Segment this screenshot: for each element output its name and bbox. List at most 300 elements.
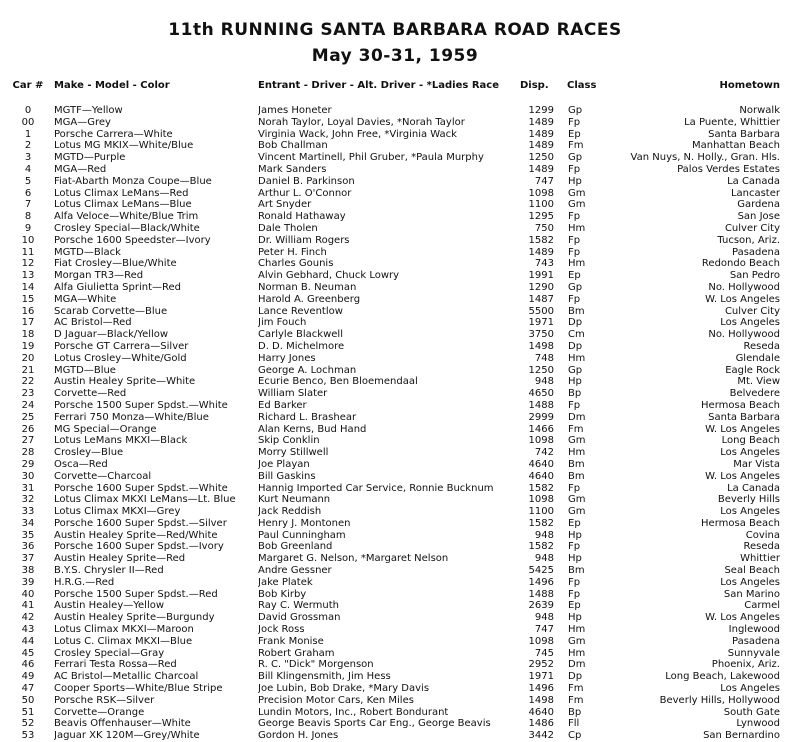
class-cell: Ep — [568, 600, 581, 612]
entrant-cell: George Beavis Sports Car Eng., George Beavis — [258, 718, 491, 730]
class-cell: Bp — [568, 706, 582, 718]
hometown-cell: Hermosa Beach — [701, 517, 780, 529]
car-number-cell: 10 — [21, 234, 35, 246]
displacement-cell: 1290 — [528, 281, 554, 293]
table-row — [0, 459, 790, 471]
table-row — [0, 483, 790, 495]
table-row — [0, 683, 790, 695]
class-cell: Bm — [568, 458, 585, 470]
car-number-cell: 43 — [21, 624, 35, 636]
class-cell: Ep — [568, 128, 581, 140]
table-row — [0, 565, 790, 577]
entrant-cell: Henry J. Montonen — [258, 517, 351, 529]
car-number-cell: 51 — [21, 706, 35, 718]
displacement-cell: 1100 — [528, 506, 554, 518]
make-model-color-cell: Porsche 1600 Super Spdst.—Ivory — [54, 541, 224, 553]
car-number-cell: 18 — [21, 329, 35, 341]
entrant-cell: Ray C. Wermuth — [258, 600, 340, 612]
entrant-cell: Skip Conklin — [258, 435, 320, 447]
hometown-cell: Beverly Hills — [717, 494, 780, 506]
displacement-cell: 4640 — [528, 706, 554, 718]
displacement-cell: 747 — [534, 624, 554, 636]
entrant-cell: Morry Stillwell — [258, 447, 329, 459]
displacement-cell: 1098 — [528, 187, 554, 199]
entrant-cell: Bob Kirby — [258, 588, 307, 600]
class-cell: Hm — [568, 647, 586, 659]
entrant-cell: Lance Reventlow — [258, 305, 343, 317]
displacement-cell: 1486 — [528, 718, 554, 730]
make-model-color-cell: MGTD—Black — [54, 246, 121, 258]
displacement-cell: 1489 — [528, 140, 554, 152]
car-number-cell: 53 — [21, 730, 35, 742]
car-number-cell: 12 — [21, 258, 35, 270]
car-number-cell: 9 — [24, 222, 32, 234]
car-number-cell: 36 — [21, 541, 35, 553]
make-model-color-cell: Porsche 1600 Super Spdst.—Silver — [54, 517, 227, 529]
entrant-cell: Jack Reddish — [258, 506, 322, 518]
class-cell: Ep — [568, 270, 581, 282]
table-row — [0, 211, 790, 223]
displacement-cell: 1487 — [528, 293, 554, 305]
hometown-cell: Redondo Beach — [701, 258, 780, 270]
class-cell: Fm — [568, 423, 584, 435]
displacement-cell: 948 — [534, 376, 554, 388]
table-row — [0, 365, 790, 377]
car-number-cell: 16 — [21, 305, 35, 317]
table-row — [0, 412, 790, 424]
make-model-color-cell: Lotus LeMans MKXI—Black — [54, 435, 188, 447]
hometown-cell: San Jose — [737, 211, 780, 223]
make-model-color-cell: Austin Healey Sprite—Red/White — [54, 529, 218, 541]
car-number-cell: 41 — [21, 600, 35, 612]
make-model-color-cell: D Jaguar—Black/Yellow — [54, 329, 169, 341]
entrant-cell: Alvin Gebhard, Chuck Lowry — [258, 270, 400, 282]
make-model-color-cell: Lotus C. Climax MKXI—Blue — [54, 635, 193, 647]
hometown-cell: Hermosa Beach — [701, 399, 780, 411]
make-model-color-cell: Lotus MG MKIX—White/Blue — [54, 140, 194, 152]
class-cell: Fp — [568, 116, 581, 128]
entrant-cell: Bob Greenland — [258, 541, 333, 553]
displacement-cell: 4640 — [528, 458, 554, 470]
car-number-cell: 13 — [21, 270, 35, 282]
class-cell: Cm — [568, 329, 585, 341]
entrant-cell: Charles Gounis — [258, 258, 334, 270]
entrant-cell: Bill Gaskins — [258, 470, 316, 482]
make-model-color-cell: MGTF—Yellow — [54, 105, 123, 116]
entrant-cell: Bill Klingensmith, Jim Hess — [258, 671, 391, 683]
hometown-cell: Beverly Hills, Hollywood — [659, 694, 780, 706]
entrant-cell: Peter H. Finch — [258, 246, 327, 258]
page-subtitle: May 30-31, 1959 — [311, 46, 479, 66]
hometown-cell: Mt. View — [737, 376, 780, 388]
hometown-cell: Mar Vista — [733, 458, 780, 470]
class-cell: Dm — [568, 659, 586, 671]
hometown-cell: W. Los Angeles — [705, 470, 780, 482]
car-number-cell: 47 — [21, 683, 35, 695]
class-cell: Cp — [568, 730, 582, 742]
hometown-cell: Lynwood — [736, 718, 780, 730]
entrant-cell: Norah Taylor, Loyal Davies, *Norah Taylor — [258, 116, 465, 128]
entrant-cell: Norman B. Neuman — [258, 281, 357, 293]
make-model-color-cell: Austin Healey Sprite—White — [54, 376, 196, 388]
make-model-color-cell: Austin Healey—Yellow — [54, 600, 165, 612]
table-row — [0, 518, 790, 530]
class-cell: Gp — [568, 281, 583, 293]
make-model-color-cell: Lotus Crosley—White/Gold — [54, 352, 187, 364]
entrant-cell: Carlyle Blackwell — [258, 329, 343, 341]
displacement-cell: 1466 — [528, 423, 554, 435]
table-row — [0, 553, 790, 565]
table-row — [0, 671, 790, 683]
table-row — [0, 494, 790, 506]
make-model-color-cell: Corvette—Orange — [54, 706, 145, 718]
make-model-color-cell: AC Bristol—Metallic Charcoal — [54, 671, 199, 683]
hometown-cell: La Canada — [727, 482, 780, 494]
class-cell: Gm — [568, 199, 586, 211]
car-number-cell: 21 — [21, 364, 35, 376]
class-cell: Fp — [568, 163, 581, 175]
displacement-cell: 4640 — [528, 470, 554, 482]
displacement-cell: 743 — [534, 258, 554, 270]
car-number-cell: 24 — [21, 399, 35, 411]
car-number-cell: 26 — [21, 423, 35, 435]
table-row — [0, 129, 790, 141]
hometown-cell: Los Angeles — [720, 317, 780, 329]
car-number-cell: 52 — [21, 718, 35, 730]
class-cell: Hp — [568, 553, 582, 565]
car-number-cell: 11 — [21, 246, 35, 258]
displacement-cell: 1098 — [528, 494, 554, 506]
entrant-cell: Paul Cunningham — [258, 529, 346, 541]
entrant-cell: Virginia Wack, John Free, *Virginia Wack — [258, 128, 457, 140]
class-cell: Gp — [568, 152, 583, 164]
make-model-color-cell: Lotus Climax LeMans—Blue — [54, 199, 192, 211]
table-row — [0, 695, 790, 707]
car-number-cell: 38 — [21, 565, 35, 577]
class-cell: Dp — [568, 340, 583, 352]
displacement-cell: 1971 — [528, 317, 554, 329]
hometown-cell: Pasadena — [731, 246, 780, 258]
class-cell: Gm — [568, 187, 586, 199]
table-row — [0, 164, 790, 176]
entrant-cell: Kurt Neumann — [258, 494, 331, 506]
class-cell: Bm — [568, 565, 585, 577]
car-number-cell: 46 — [21, 659, 35, 671]
car-number-cell: 00 — [21, 116, 35, 128]
entrant-cell: Joe Lubin, Bob Drake, *Mary Davis — [258, 683, 430, 695]
make-model-color-cell: Porsche GT Carrera—Silver — [54, 340, 189, 352]
car-number-cell: 3 — [24, 152, 32, 164]
make-model-color-cell: Porsche 1600 Super Spdst.—White — [54, 482, 228, 494]
car-number-cell: 8 — [24, 211, 32, 223]
make-model-color-cell: Beavis Offenhauser—White — [54, 718, 191, 730]
hometown-cell: Los Angeles — [720, 683, 780, 695]
car-number-cell: 27 — [21, 435, 35, 447]
class-cell: Hm — [568, 222, 586, 234]
class-cell: Fp — [568, 541, 581, 553]
entrant-cell: Gordon H. Jones — [258, 730, 339, 742]
table-row — [0, 424, 790, 436]
car-number-cell: 5 — [24, 175, 32, 187]
car-number-cell: 31 — [21, 482, 35, 494]
table-row — [0, 530, 790, 542]
car-number-cell: 40 — [21, 588, 35, 600]
class-cell: Hm — [568, 258, 586, 270]
page-title: 11th RUNNING SANTA BARBARA ROAD RACES — [168, 20, 622, 40]
table-row — [0, 388, 790, 400]
class-cell: Fp — [568, 293, 581, 305]
car-number-cell: 15 — [21, 293, 35, 305]
displacement-cell: 948 — [534, 612, 554, 624]
hometown-cell: Norwalk — [739, 105, 780, 116]
table-row — [0, 188, 790, 200]
entrant-cell: William Slater — [258, 388, 328, 400]
class-cell: Hp — [568, 376, 582, 388]
make-model-color-cell: MGTD—Blue — [54, 364, 116, 376]
make-model-color-cell: Lotus Climax LeMans—Red — [54, 187, 189, 199]
displacement-cell: 1100 — [528, 199, 554, 211]
hometown-cell: Long Beach, Lakewood — [665, 671, 780, 683]
hometown-cell: San Marino — [723, 588, 780, 600]
displacement-cell: 1498 — [528, 694, 554, 706]
make-model-color-cell: Porsche Carrera—White — [54, 128, 173, 140]
make-model-color-cell: Alfa Giulietta Sprint—Red — [54, 281, 182, 293]
hometown-cell: W. Los Angeles — [705, 293, 780, 305]
hometown-cell: W. Los Angeles — [705, 612, 780, 624]
table-row — [0, 730, 790, 742]
hometown-cell: Culver City — [724, 222, 780, 234]
make-model-color-cell: Ferrari 750 Monza—White/Blue — [54, 411, 209, 423]
make-model-color-cell: Porsche 1600 Speedster—Ivory — [54, 234, 211, 246]
table-row — [0, 199, 790, 211]
table-row — [0, 659, 790, 671]
displacement-cell: 1250 — [528, 152, 554, 164]
table-row — [0, 176, 790, 188]
table-row — [0, 140, 790, 152]
table-row — [0, 105, 790, 117]
entrant-cell: Richard L. Brashear — [258, 411, 357, 423]
car-number-cell: 20 — [21, 352, 35, 364]
table-row — [0, 376, 790, 388]
displacement-cell: 747 — [534, 175, 554, 187]
table-row — [0, 624, 790, 636]
hometown-cell: South Gate — [723, 706, 780, 718]
table-row — [0, 600, 790, 612]
car-number-cell: 2 — [24, 140, 32, 152]
class-cell: Dp — [568, 317, 583, 329]
table-row — [0, 612, 790, 624]
displacement-cell: 3750 — [528, 329, 554, 341]
entrant-cell: Frank Monise — [258, 635, 324, 647]
class-cell: Gm — [568, 506, 586, 518]
make-model-color-cell: Crosley—Blue — [54, 447, 124, 459]
column-header-make: Make - Model - Color — [54, 80, 170, 91]
car-number-cell: 23 — [21, 388, 35, 400]
entrant-cell: Margaret G. Nelson, *Margaret Nelson — [258, 553, 449, 565]
car-number-cell: 14 — [21, 281, 35, 293]
table-row — [0, 435, 790, 447]
make-model-color-cell: Corvette—Charcoal — [54, 470, 152, 482]
class-cell: Fp — [568, 234, 581, 246]
hometown-cell: Santa Barbara — [708, 411, 780, 423]
car-number-cell: 1 — [24, 128, 32, 140]
car-number-cell: 7 — [24, 199, 32, 211]
entrant-cell: Ronald Hathaway — [258, 211, 346, 223]
hometown-cell: San Pedro — [729, 270, 780, 282]
car-number-cell: 4 — [24, 163, 32, 175]
hometown-cell: Phoenix, Ariz. — [711, 659, 780, 671]
hometown-cell: La Puente, Whittier — [684, 116, 780, 128]
car-number-cell: 30 — [21, 470, 35, 482]
displacement-cell: 4650 — [528, 388, 554, 400]
entrant-cell: Vincent Martinell, Phil Gruber, *Paula Murphy — [258, 152, 484, 164]
car-number-cell: 37 — [21, 553, 35, 565]
class-cell: Hm — [568, 352, 586, 364]
table-row — [0, 353, 790, 365]
column-header-class: Class — [567, 80, 597, 91]
displacement-cell: 1971 — [528, 671, 554, 683]
car-number-cell: 22 — [21, 376, 35, 388]
make-model-color-cell: MGA—Red — [54, 163, 107, 175]
table-row — [0, 282, 790, 294]
table-row — [0, 317, 790, 329]
entrant-cell: Lundin Motors, Inc., Robert Bondurant — [258, 706, 449, 718]
make-model-color-cell: MGA—Grey — [54, 116, 111, 128]
entrant-cell: George A. Lochman — [258, 364, 357, 376]
column-header-car: Car # — [12, 80, 44, 91]
hometown-cell: Tucson, Ariz. — [717, 234, 780, 246]
table-row — [0, 718, 790, 730]
class-cell: Hm — [568, 447, 586, 459]
displacement-cell: 5425 — [528, 565, 554, 577]
class-cell: Fm — [568, 694, 584, 706]
class-cell: Gm — [568, 435, 586, 447]
make-model-color-cell: Fiat Crosley—Blue/White — [54, 258, 177, 270]
class-cell: Fm — [568, 683, 584, 695]
hometown-cell: Glendale — [735, 352, 780, 364]
table-row — [0, 506, 790, 518]
displacement-cell: 3442 — [528, 730, 554, 742]
entrant-cell: Ed Barker — [258, 399, 307, 411]
entrant-cell: Ecurie Benco, Ben Bloemendaal — [258, 376, 418, 388]
hometown-cell: Reseda — [743, 541, 780, 553]
hometown-cell: W. Los Angeles — [705, 423, 780, 435]
displacement-cell: 2952 — [528, 659, 554, 671]
displacement-cell: 1489 — [528, 116, 554, 128]
displacement-cell: 948 — [534, 553, 554, 565]
displacement-cell: 1582 — [528, 482, 554, 494]
hometown-cell: Inglewood — [728, 624, 780, 636]
make-model-color-cell: Austin Healey Sprite—Red — [54, 553, 186, 565]
table-row — [0, 152, 790, 164]
make-model-color-cell: Alfa Veloce—White/Blue Trim — [54, 211, 199, 223]
entrant-cell: Robert Graham — [258, 647, 335, 659]
hometown-cell: Manhattan Beach — [691, 140, 780, 152]
car-number-cell: 19 — [21, 340, 35, 352]
displacement-cell: 748 — [534, 352, 554, 364]
entrant-cell: Joe Playan — [258, 458, 310, 470]
make-model-color-cell: B.Y.S. Chrysler II—Red — [54, 565, 164, 577]
entrant-cell: Dale Tholen — [258, 222, 318, 234]
entrant-cell: Mark Sanders — [258, 163, 327, 175]
entrant-cell: Jim Fouch — [258, 317, 307, 329]
class-cell: Gp — [568, 105, 583, 116]
displacement-cell: 1496 — [528, 683, 554, 695]
make-model-color-cell: Crosley Special—Gray — [54, 647, 165, 659]
car-number-cell: 45 — [21, 647, 35, 659]
car-number-cell: 35 — [21, 529, 35, 541]
displacement-cell: 1295 — [528, 211, 554, 223]
car-number-cell: 50 — [21, 694, 35, 706]
car-number-cell: 25 — [21, 411, 35, 423]
hometown-cell: Reseda — [743, 340, 780, 352]
displacement-cell: 948 — [534, 529, 554, 541]
class-cell: Bp — [568, 388, 582, 400]
class-cell: Gp — [568, 364, 583, 376]
class-cell: Hp — [568, 612, 582, 624]
class-cell: Fp — [568, 211, 581, 223]
make-model-color-cell: Porsche 1500 Super Spdst.—White — [54, 399, 228, 411]
class-cell: Bm — [568, 305, 585, 317]
car-number-cell: 33 — [21, 506, 35, 518]
make-model-color-cell: Lotus Climax MKXI LeMans—Lt. Blue — [54, 494, 236, 506]
table-row — [0, 247, 790, 259]
table-row — [0, 471, 790, 483]
make-model-color-cell: Osca—Red — [54, 458, 108, 470]
entrant-cell: D. D. Michelmore — [258, 340, 345, 352]
class-cell: Fp — [568, 588, 581, 600]
class-cell: Fp — [568, 482, 581, 494]
displacement-cell: 1991 — [528, 270, 554, 282]
table-row — [0, 294, 790, 306]
entrant-cell: Hannig Imported Car Service, Ronnie Bucknum — [258, 482, 494, 494]
displacement-cell: 1582 — [528, 517, 554, 529]
table-row — [0, 589, 790, 601]
hometown-cell: Los Angeles — [720, 576, 780, 588]
class-cell: Fm — [568, 140, 584, 152]
make-model-color-cell: Lotus Climax MKXI—Maroon — [54, 624, 194, 636]
car-number-cell: 29 — [21, 458, 35, 470]
make-model-color-cell: Crosley Special—Black/White — [54, 222, 200, 234]
class-cell: Bm — [568, 470, 585, 482]
entrant-cell: Bob Challman — [258, 140, 328, 152]
hometown-cell: Los Angeles — [720, 506, 780, 518]
displacement-cell: 1299 — [528, 105, 554, 116]
hometown-cell: Pasadena — [731, 635, 780, 647]
table-row — [0, 329, 790, 341]
table-row — [0, 447, 790, 459]
table-row — [0, 400, 790, 412]
hometown-cell: Seal Beach — [724, 565, 780, 577]
make-model-color-cell: Cooper Sports—White/Blue Stripe — [54, 683, 223, 695]
class-cell: Hm — [568, 624, 586, 636]
entrant-cell: Harold A. Greenberg — [258, 293, 361, 305]
hometown-cell: Long Beach — [721, 435, 780, 447]
displacement-cell: 1489 — [528, 246, 554, 258]
make-model-color-cell: Ferrari Testa Rossa—Red — [54, 659, 177, 671]
displacement-cell: 1582 — [528, 234, 554, 246]
column-header-disp: Disp. — [520, 80, 549, 91]
displacement-cell: 1098 — [528, 435, 554, 447]
entrant-cell: Arthur L. O'Connor — [258, 187, 352, 199]
hometown-cell: Covina — [745, 529, 780, 541]
class-cell: Gm — [568, 494, 586, 506]
displacement-cell: 1489 — [528, 128, 554, 140]
entrant-cell: Alan Kerns, Bud Hand — [258, 423, 367, 435]
make-model-color-cell: Fiat-Abarth Monza Coupe—Blue — [54, 175, 212, 187]
class-cell: Dm — [568, 411, 586, 423]
table-row — [0, 648, 790, 660]
